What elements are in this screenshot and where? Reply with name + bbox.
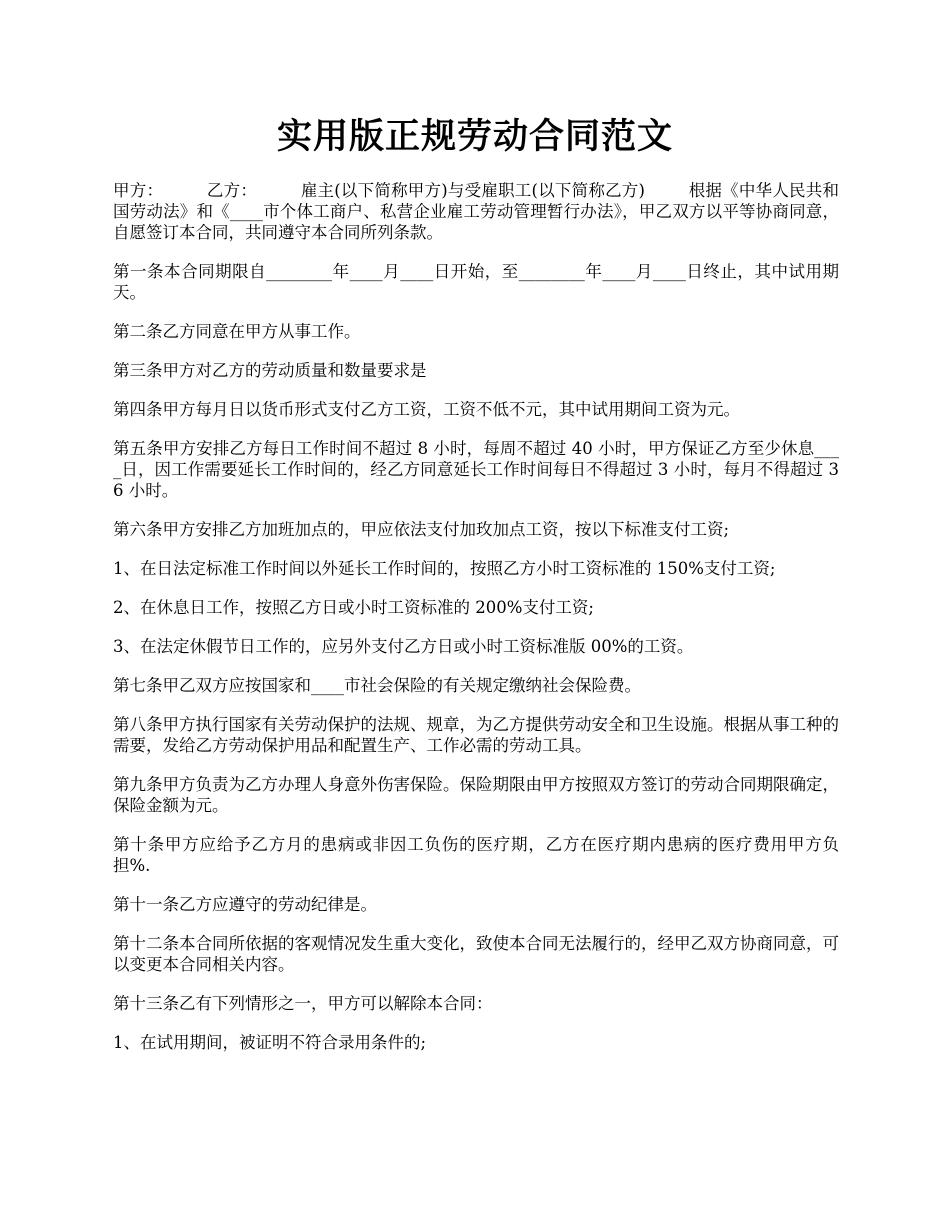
paragraph-article-11: 第十一条乙方应遵守的劳动纪律是。	[113, 895, 377, 914]
paragraph-article-2: 第二条乙方同意在甲方从事工作。	[113, 322, 361, 341]
paragraph-article-6-item-3: 3、在法定休假节日工作的，应另外支付乙方日或小时工资标准版 00%的工资。	[113, 637, 694, 656]
paragraph-article-1: 第一条本合同期限自________年____月____日开始，至________年____月____日终止，其中试用期天。	[113, 262, 839, 302]
paragraph-article-6: 第六条甲方安排乙方加班加点的，甲应依法支付加玫加点工资，按以下标准支付工资;	[113, 520, 730, 539]
paragraph-article-13-item-1: 1、在试用期间，被证明不符合录用条件的;	[113, 1033, 427, 1052]
document-body	[113, 180, 839, 1071]
paragraph-article-7: 第七条甲乙双方应按国家和____市社会保险的有关规定缴纳社会保险费。	[113, 676, 641, 695]
paragraph-article-5: 第五条甲方安排乙方每日工作时间不超过 8 小时，每周不超过 40 小时，甲方保证乙方至少休息____日，因工作需要延长工作时间的，经乙方同意延长工作时间每日不得超过 3 小时，每月不得超过 36 小时。	[113, 439, 839, 500]
paragraph-article-9: 第九条甲方负责为乙方办理人身意外伤害保险。保险期限由甲方按照双方签订的劳动合同期限确定，保险金额为元。	[113, 775, 839, 815]
paragraph-article-6-item-1: 1、在日法定标准工作时间以外延长工作时间的，按照乙方小时工资标准的 150%支付工资;	[113, 559, 776, 578]
paragraph-article-13: 第十三条乙有下列情形之一，甲方可以解除本合同：	[113, 994, 493, 1013]
paragraph-article-6-item-2: 2、在休息日工作，按照乙方日或小时工资标准的 200%支付工资;	[113, 598, 594, 617]
paragraph-article-3: 第三条甲方对乙方的劳动质量和数量要求是	[113, 361, 427, 380]
paragraph-article-12: 第十二条本合同所依据的客观情况发生重大变化，致使本合同无法履行的，经甲乙双方协商同意，可以变更本合同相关内容。	[113, 934, 839, 974]
paragraph-preamble: 甲方： 乙方： 雇主(以下简称甲方)与受雇职工(以下简称乙方) 根据《中华人民共和国劳动法》和《____市个体工商户、私营企业雇工劳动管理暂行办法》，甲乙双方以平等协商同意，自愿签订本合同，共同遵守本合同所列条款。	[113, 181, 839, 242]
document-title: 实用版正规劳动合同范文	[276, 116, 673, 157]
paragraph-article-10: 第十条甲方应给予乙方月的患病或非因工负伤的医疗期，乙方在医疗期内患病的医疗费用甲方负担%.	[113, 835, 839, 875]
paragraph-article-8: 第八条甲方执行国家有关劳动保护的法规、规章，为乙方提供劳动安全和卫生设施。根据从事工种的需要，发给乙方劳动保护用品和配置生产、工作必需的劳动工具。	[113, 715, 839, 755]
paragraph-article-4: 第四条甲方每月日以货币形式支付乙方工资，工资不低不元，其中试用期间工资为元。	[113, 400, 740, 419]
